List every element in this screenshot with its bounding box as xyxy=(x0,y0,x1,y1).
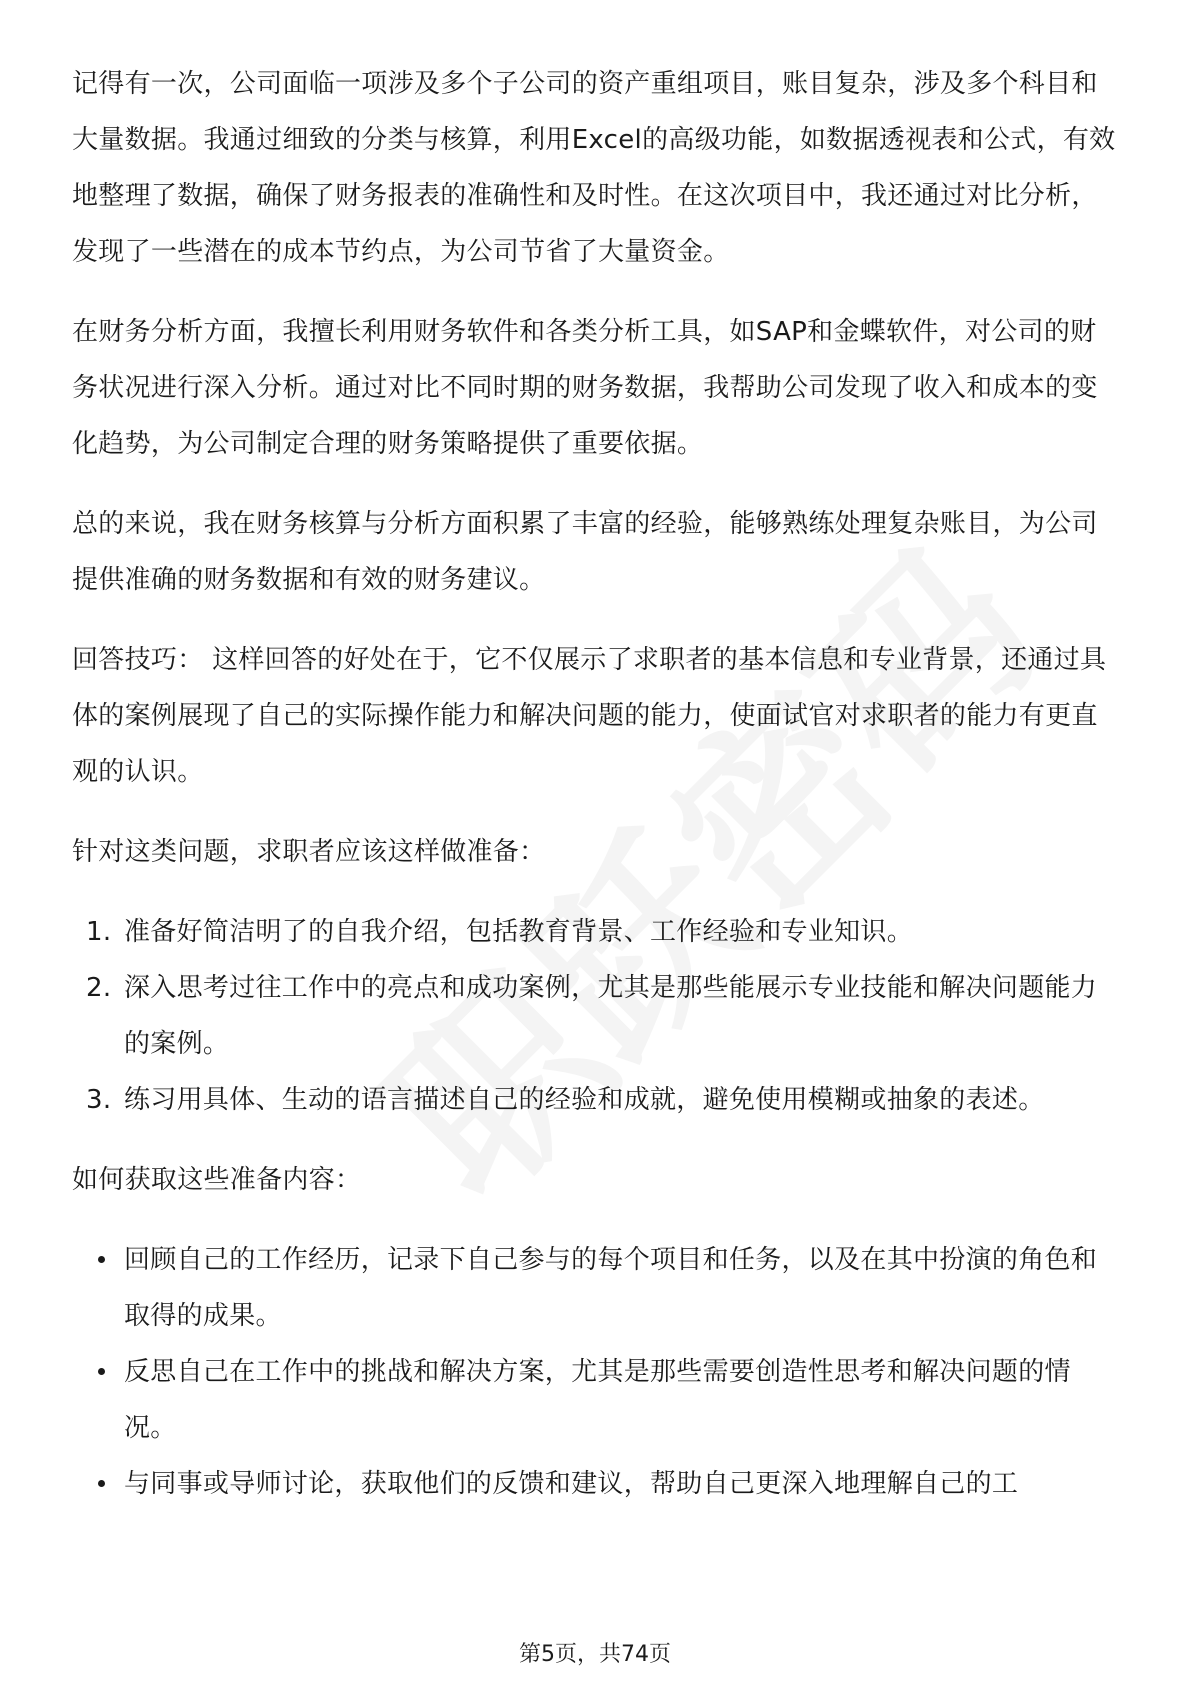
list-item xyxy=(72,1344,1120,1456)
paragraph-how-to-obtain: 如何获取这些准备内容： xyxy=(72,1165,362,1195)
list-item-text: 与同事或导师讨论，获取他们的反馈和建议，帮助自己更深入地理解自己的工 xyxy=(124,1469,1019,1499)
paragraph-asset-restructuring: 记得有一次，公司面临一项涉及多个子公司的资产重组项目，账目复杂，涉及多个科目和大量数据。我通过细致的分类与核算，利用Excel的高级功能，如数据透视表和公式，有效地整理了数据，确保了财务报表的准确性和及时性。在这次项目中，我还通过对比分析，发现了一些潜在的成本节约点，为公司节省了大量资金。 xyxy=(72,69,1116,267)
list-number: 1. xyxy=(86,917,112,947)
bullet-dot-icon xyxy=(98,1368,105,1375)
paragraph-answer-tips: 回答技巧： 这样回答的好处在于，它不仅展示了求职者的基本信息和专业背景，还通过具体的案例展现了自己的实际操作能力和解决问题的能力，使面试官对求职者的能力有更直观的认识。 xyxy=(72,645,1107,787)
list-item-text: 深入思考过往工作中的亮点和成功案例，尤其是那些能展示专业技能和解决问题能力的案例。 xyxy=(124,973,1098,1059)
list-item xyxy=(72,1072,1120,1128)
list-item xyxy=(72,1456,1120,1512)
list-item-text: 回顾自己的工作经历，记录下自己参与的每个项目和任务，以及在其中扮演的角色和取得的成果。 xyxy=(124,1245,1098,1331)
bullet-list xyxy=(72,1232,1120,1512)
list-item-text: 练习用具体、生动的语言描述自己的经验和成就，避免使用模糊或抽象的表述。 xyxy=(124,1085,1045,1115)
bullet-dot-icon xyxy=(98,1480,105,1487)
bullet-dot-icon xyxy=(98,1256,105,1263)
paragraph-financial-analysis: 在财务分析方面，我擅长利用财务软件和各类分析工具，如SAP和金蝶软件，对公司的财务状况进行深入分析。通过对比不同时期的财务数据，我帮助公司发现了收入和成本的变化趋势，为公司制定合理的财务策略提供了重要依据。 xyxy=(72,317,1098,459)
list-item-text: 准备好简洁明了的自我介绍，包括教育背景、工作经验和专业知识。 xyxy=(124,917,914,947)
paragraph-prep-intro: 针对这类问题，求职者应该这样做准备： xyxy=(72,837,546,867)
list-item xyxy=(72,904,1120,960)
list-item xyxy=(72,1232,1120,1344)
list-item-text: 反思自己在工作中的挑战和解决方案，尤其是那些需要创造性思考和解决问题的情况。 xyxy=(124,1357,1071,1443)
document-body xyxy=(72,56,1120,1536)
page-number: 第5页，共74页 xyxy=(519,1642,671,1667)
numbered-list xyxy=(72,904,1120,1128)
list-number: 2. xyxy=(86,973,112,1003)
list-number: 3. xyxy=(86,1085,112,1115)
list-item xyxy=(72,960,1120,1072)
paragraph-summary: 总的来说，我在财务核算与分析方面积累了丰富的经验，能够熟练处理复杂账目，为公司提供准确的财务数据和有效的财务建议。 xyxy=(72,509,1098,595)
